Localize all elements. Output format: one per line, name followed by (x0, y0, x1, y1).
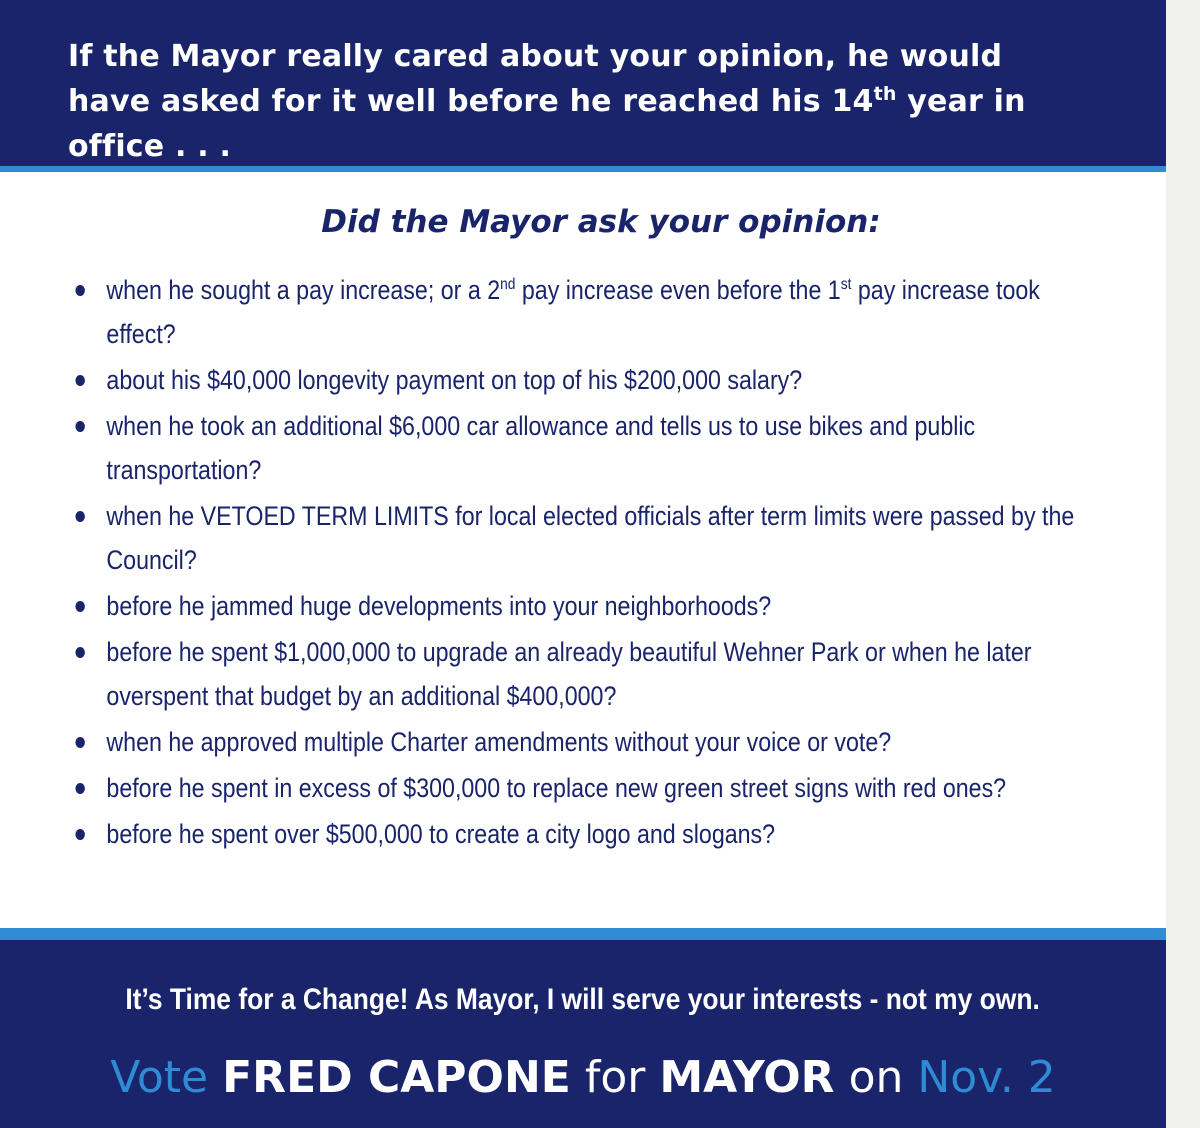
accent-divider (0, 928, 1166, 940)
for-word: for (584, 1052, 646, 1103)
list-item (72, 494, 1104, 582)
bullet-text: pay increase took effect? (106, 275, 1040, 349)
on-word: on (848, 1052, 904, 1103)
bullet-dot (75, 421, 84, 432)
top-banner (0, 0, 1166, 172)
candidate-name: FRED CAPONE (222, 1052, 571, 1103)
intro-ordinal-suffix: th (873, 83, 897, 105)
bullet-text: when he approved multiple Charter amendments without your voice or vote? (106, 727, 892, 757)
bullet-text: before he spent over $500,000 to create a city logo and slogans? (106, 819, 776, 849)
bullet-text: when he sought a pay increase; or a 2 (106, 275, 501, 305)
intro-line-1: If the Mayor really cared about your opinion, he would (68, 39, 1003, 74)
bullet-dot (75, 285, 84, 296)
list-item (72, 358, 1070, 402)
intro-statement (68, 34, 1108, 169)
office-name: MAYOR (659, 1052, 835, 1103)
bullet-dot (75, 647, 84, 658)
list-item (72, 630, 1104, 718)
bullet-dot (75, 511, 84, 522)
list-item (72, 720, 1104, 764)
bullet-text: before he spent $1,000,000 to upgrade an already beautiful Wehner Park or when he later overspent that budget by an additional $400,000? (106, 637, 1032, 711)
tagline (0, 980, 1166, 1020)
bullet-dot (75, 829, 84, 840)
section-heading: Did the Mayor ask your opinion: (321, 204, 881, 240)
list-item (72, 268, 1070, 356)
bullet-dot (75, 783, 84, 794)
bullet-text: before he jammed huge developments into your neighborhoods? (106, 591, 772, 621)
vote-word: Vote (110, 1052, 209, 1103)
election-date: Nov. 2 (917, 1052, 1056, 1103)
ordinal-suffix: nd (500, 276, 516, 293)
tagline-text: It’s Time for a Change! As Mayor, I will serve your interests - not my own. (125, 983, 1041, 1016)
ordinal-suffix: st (840, 276, 852, 293)
intro-line-2b: year in (896, 84, 1026, 119)
list-item (72, 812, 1104, 856)
bullet-text: about his $40,000 longevity payment on top of his $200,000 salary? (106, 365, 803, 395)
vote-callout (0, 1046, 1166, 1110)
list-item (72, 766, 1121, 810)
bullet-text: pay increase even before the 1 (515, 275, 841, 305)
list-item (72, 404, 1018, 492)
bullet-text: when he VETOED TERM LIMITS for local elected officials after term limits were passed by the Council? (106, 501, 1075, 575)
bullet-dot (75, 601, 84, 612)
intro-line-2a: have asked for it well before he reached his 14 (68, 84, 874, 119)
bullet-text: when he took an additional $6,000 car allowance and tells us to use bikes and public transportation? (106, 411, 976, 485)
bullet-dot (75, 375, 84, 386)
paper-edge (1166, 0, 1200, 1128)
list-item (72, 584, 1104, 628)
bullet-dot (75, 737, 84, 748)
question-list (72, 268, 1104, 858)
intro-line-3: office . . . (68, 129, 232, 164)
bullet-text: before he spent in excess of $300,000 to replace new green street signs with red ones? (106, 773, 1007, 803)
